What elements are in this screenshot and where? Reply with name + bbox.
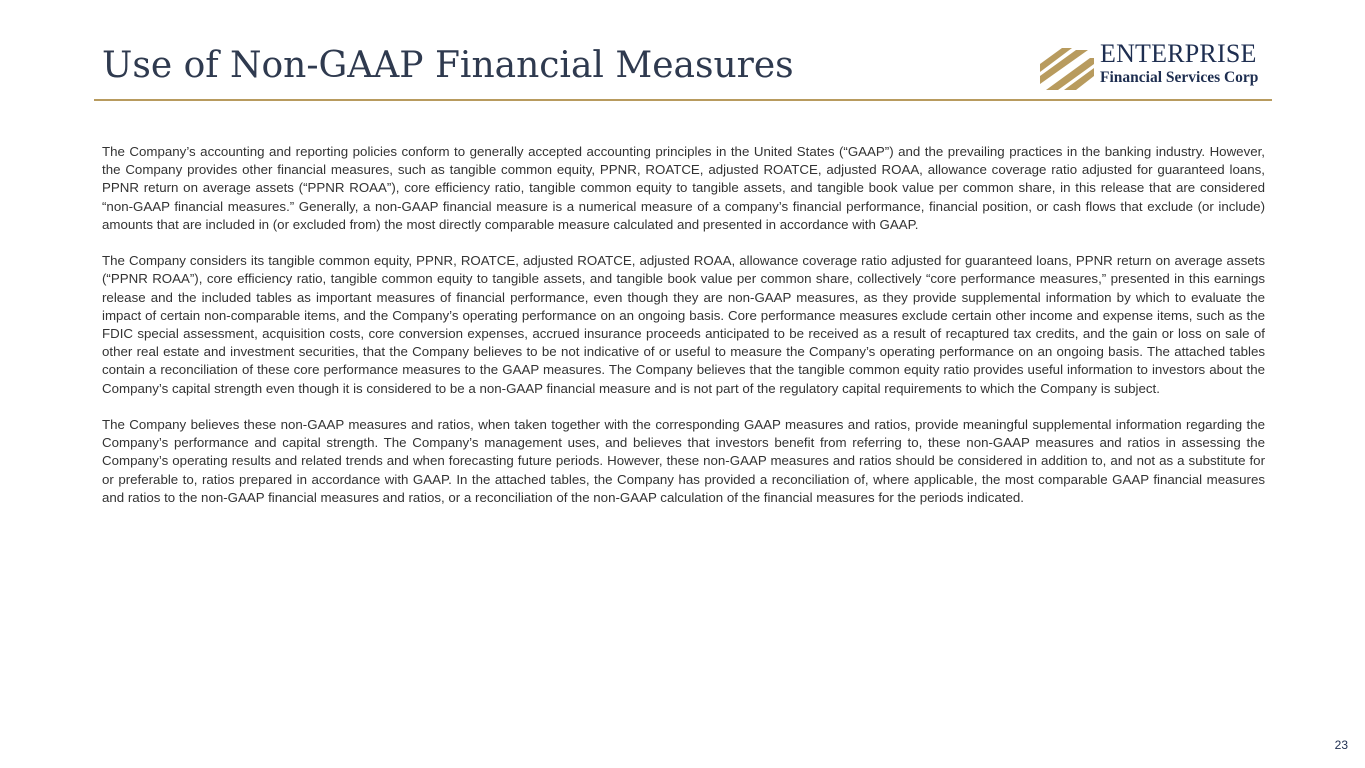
paragraph: The Company’s accounting and reporting policies conform to generally accepted accounting principles in the United States (“GAAP”) and the prevailing practices in the banking industry. However, the Company provides other financial measures, such as tangible common equity, PPNR, ROATCE, adjusted ROATCE, adjusted ROAA, allowance coverage ratio adjusted for guaranteed loans, PPNR return on average assets (“PPNR ROAA”), core efficiency ratio, tangible common equity to tangible assets, and tangible book value per common share, in this release that are considered “non-GAAP financial measures.” Generally, a non-GAAP financial measure is a numerical measure of a company’s financial performance, financial position, or cash flows that exclude (or include) amounts that are included in (or excluded from) the most directly comparable measure calculated and presented in accordance with GAAP. (102, 144, 1265, 232)
logo-subtitle: Financial Services Corp (1100, 69, 1259, 86)
page-number: 23 (1334, 738, 1348, 752)
paragraph: The Company considers its tangible common equity, PPNR, ROATCE, adjusted ROATCE, adjusted ROAA, allowance coverage ratio adjusted for guaranteed loans, PPNR return on average assets (“PPNR ROAA”), core efficiency ratio, tangible common equity to tangible assets, and tangible book value per common share, collectively “core performance measures,” presented in this earnings release and the included tables as important measures of financial performance, even though they are non-GAAP measures, as they provide supplemental information by which to evaluate the impact of certain non-comparable items, and the Company’s operating performance on an ongoing basis. Core performance measures exclude certain other income and expense items, such as the FDIC special assessment, acquisition costs, core conversion expenses, accrued insurance proceeds anticipated to be received as a result of recaptured tax credits, and the gain or loss on sale of other real estate and investment securities, that the Company believes to be not indicative of or useful to measure the Company’s operating performance on an ongoing basis. The attached tables contain a reconciliation of these core performance measures to the GAAP measures. The Company believes that the tangible common equity ratio provides useful information to investors about the Company’s capital strength even though it is considered to be a non-GAAP financial measure and is not part of the regulatory capital requirements to which the Company is subject. (102, 253, 1265, 396)
page-title: Use of Non-GAAP Financial Measures (102, 45, 794, 86)
logo-wordmark: ENTERPRISE (1100, 39, 1257, 68)
title-divider (94, 99, 1272, 101)
paragraph: The Company believes these non-GAAP measures and ratios, when taken together with the corresponding GAAP measures and ratios, provide meaningful supplemental information regarding the Company’s performance and capital strength. The Company’s management uses, and believes that investors benefit from referring to, these non-GAAP measures and ratios in assessing the Company’s operating results and related trends and when forecasting future periods. However, these non-GAAP measures and ratios should be considered in addition to, and not as a substitute for or preferable to, ratios prepared in accordance with GAAP. In the attached tables, the Company has provided a reconciliation of, where applicable, the most comparable GAAP financial measures and ratios to the non-GAAP financial measures and ratios, or a reconciliation of the non-GAAP calculation of the financial measures for the periods indicated. (102, 417, 1265, 505)
enterprise-stripes-logo-mark-icon (1038, 44, 1096, 92)
company-logo (1038, 40, 1274, 92)
body-text (102, 143, 1265, 525)
